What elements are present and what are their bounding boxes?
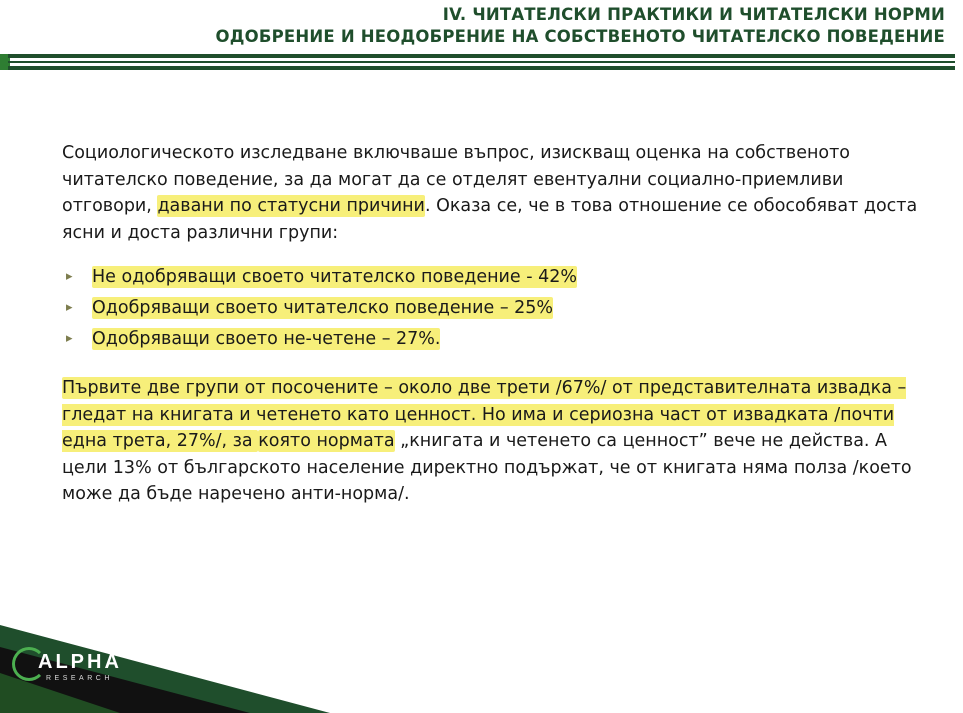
triangle-bullet-icon: ▸ [66,269,73,284]
intro-paragraph [62,140,922,246]
header-line-1: IV. ЧИТАТЕЛСКИ ПРАКТИКИ И ЧИТАТЕЛСКИ НОРМИ [442,5,945,24]
list-item [62,264,922,291]
intro-part-1: Социологическото изследване включваше въпрос, изискващ оценка на собственото читателско поведение, за да могат да се отделят евентуални социално-приемливи отговори, [62,143,851,216]
final-part-3: „книгата и четенето са ценност” вече не действа. А цели 13% от българското население директно подържат, че от книгата няма полза /което може да бъде наречено анти-норма/. [62,431,912,504]
logo-name: ALPHA [38,651,122,673]
final-highlight-2: която нормата [258,431,395,451]
list-item [62,295,922,322]
list-item-label: Не одобряващи своето читателско поведение - 42% [92,267,578,287]
intro-highlight: давани по статусни причини [157,196,425,216]
final-paragraph [62,375,922,508]
list-item-label: Одобряващи своето не-четене – 27%. [92,329,441,349]
triangle-bullet-icon: ▸ [66,300,73,315]
triangle-bullet-icon: ▸ [66,331,73,346]
slide-body [62,140,922,508]
intro-part-2: . Оказа се, че в това отношение се обособяват доста ясни и доста различни групи: [62,196,918,243]
header-line-2: ОДОБРЕНИЕ И НЕОДОБРЕНИЕ НА СОБСТВЕНОТО ЧИТАТЕЛСКО ПОВЕДЕНИЕ [215,27,945,46]
header-rule-top [8,54,955,58]
logo [12,645,142,699]
page-title [0,4,945,48]
header-rule-bottom [8,66,955,70]
bullet-list [62,264,922,353]
list-item-label: Одобряващи своето читателско поведение – 25% [92,298,554,318]
logo-tagline: RESEARCH [46,675,113,682]
final-highlight-1: Първите две групи от посочените – около две трети /67%/ от представителната извадка – гледат на книгата и четенето като ценност. Но има и сериозна част от извадката /почти една трета, 27%/, за [62,378,907,451]
header-rule-middle [8,61,955,63]
slide-header [0,0,963,72]
list-item [62,326,922,353]
